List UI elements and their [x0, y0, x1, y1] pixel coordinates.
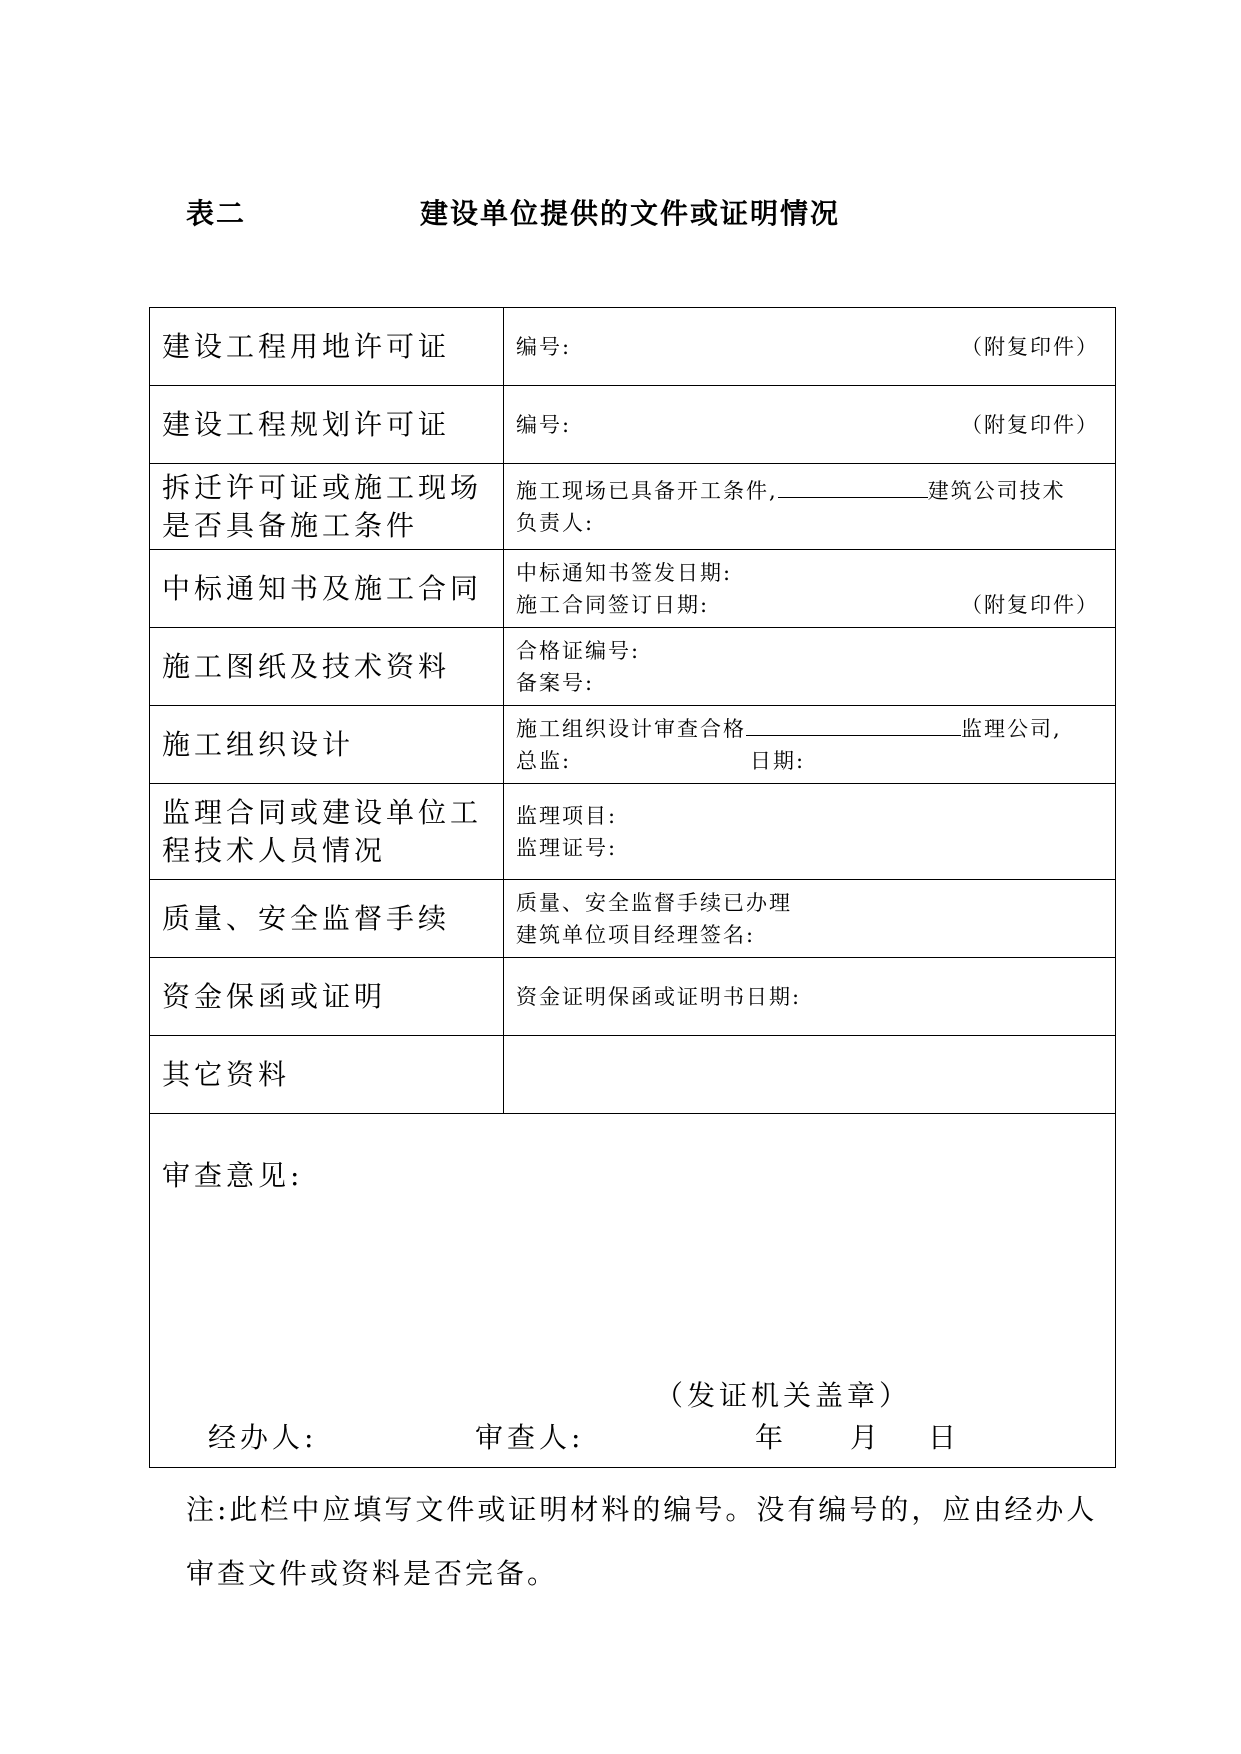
attach-copy-note: （附复印件）	[961, 412, 1099, 437]
handler-label: 经办人:	[208, 1421, 318, 1454]
seal-note: （发证机关盖章）	[655, 1379, 912, 1412]
fund-cert-date-label: 资金证明保函或证明书日期:	[516, 984, 802, 1009]
footnote: 注:此栏中应填写文件或证明材料的编号。没有编号的，应由经办人审查文件或资料是否完备。	[186, 1493, 1098, 1590]
certificate-number-label: 合格证编号:	[516, 638, 641, 663]
row-label: 施工组织设计	[150, 706, 504, 783]
table-row-construction-design	[150, 706, 1115, 784]
attach-copy-note: （附复印件）	[961, 334, 1099, 359]
company-tech-text: 建筑公司技术	[927, 478, 1066, 503]
filing-number-label: 备案号:	[516, 670, 595, 695]
review-opinion-label: 审查意见:	[162, 1159, 304, 1192]
blank-fill-line[interactable]	[746, 713, 961, 736]
row-content[interactable]	[504, 464, 1115, 549]
chief-supervisor-label: 总监:	[516, 748, 572, 773]
field-number-label: 编号:	[516, 412, 572, 437]
table-row-fund-guarantee	[150, 958, 1115, 1036]
row-label: 中标通知书及施工合同	[150, 550, 504, 627]
table-row-drawings	[150, 628, 1115, 706]
signature-row	[150, 1416, 1115, 1456]
row-content[interactable]	[504, 628, 1115, 705]
row-content[interactable]	[504, 386, 1115, 463]
responsible-person-label: 负责人:	[516, 510, 595, 535]
field-number-label: 编号:	[516, 334, 572, 359]
row-content[interactable]	[504, 1036, 1115, 1113]
row-content[interactable]	[504, 550, 1115, 627]
review-section[interactable]	[150, 1114, 1115, 1467]
table-number: 表二	[186, 197, 247, 230]
row-content[interactable]	[504, 308, 1115, 385]
row-label: 建设工程用地许可证	[150, 308, 504, 385]
document-form-table	[149, 307, 1116, 1468]
table-row-quality-safety	[150, 880, 1115, 958]
row-content[interactable]	[504, 958, 1115, 1035]
table-row-land-permit	[150, 308, 1115, 386]
row-content[interactable]	[504, 784, 1115, 879]
notice-date-label: 中标通知书签发日期:	[516, 560, 733, 585]
table-row-supervision-contract	[150, 784, 1115, 880]
supervision-cert-label: 监理证号:	[516, 835, 618, 860]
manager-signature-label: 建筑单位项目经理签名:	[516, 922, 756, 947]
row-label: 其它资料	[150, 1036, 504, 1113]
day-label: 日	[928, 1421, 961, 1454]
site-ready-text: 施工现场已具备开工条件,	[516, 478, 778, 503]
table-row-bid-notice	[150, 550, 1115, 628]
table-row-planning-permit	[150, 386, 1115, 464]
row-content[interactable]	[504, 880, 1115, 957]
table-row-demolition-permit	[150, 464, 1115, 550]
blank-fill-line[interactable]	[778, 475, 928, 498]
row-label: 施工图纸及技术资料	[150, 628, 504, 705]
year-label: 年	[755, 1421, 788, 1454]
month-label: 月	[850, 1421, 883, 1454]
page-header	[0, 192, 1241, 232]
design-approved-text: 施工组织设计审查合格	[516, 716, 746, 741]
reviewer-label: 审查人:	[475, 1421, 585, 1454]
supervision-company-text: 监理公司,	[961, 716, 1062, 741]
date-label: 日期:	[750, 748, 806, 773]
contract-date-label: 施工合同签订日期:	[516, 592, 710, 617]
row-label: 监理合同或建设单位工程技术人员情况	[150, 784, 504, 879]
attach-copy-note: （附复印件）	[961, 592, 1099, 617]
table-row-other-materials	[150, 1036, 1115, 1114]
row-content[interactable]	[504, 706, 1115, 783]
row-label: 质量、安全监督手续	[150, 880, 504, 957]
row-label: 拆迁许可证或施工现场是否具备施工条件	[150, 464, 504, 549]
row-label: 资金保函或证明	[150, 958, 504, 1035]
supervision-project-label: 监理项目:	[516, 803, 618, 828]
row-label: 建设工程规划许可证	[150, 386, 504, 463]
document-title: 建设单位提供的文件或证明情况	[420, 197, 841, 230]
procedures-done-text: 质量、安全监督手续已办理	[516, 890, 792, 915]
